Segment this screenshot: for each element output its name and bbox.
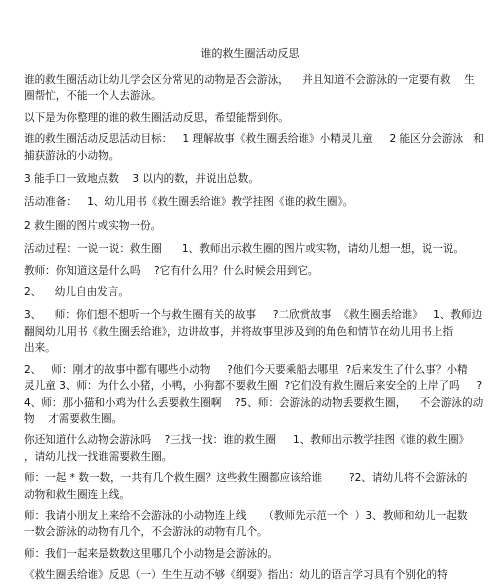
paragraph: 谁的救生圈活动反思活动目标： 1 理解故事《救生圈丢给谁》小精灵儿童 2 能区分会游泳 和捕获游泳的小动物。 bbox=[24, 133, 484, 162]
document-body bbox=[0, 72, 500, 584]
paragraph: 3 能手口一致地点数 3 以内的数，并说出总数。 bbox=[24, 173, 259, 186]
paragraph: 《救生圈丢给谁》反思（一）生生互动不够《纲耍》指出：幼儿的语言学习具有个别化的特 bbox=[24, 569, 448, 582]
paragraph: 师：我们一起来是数数这里哪几个小动物是会游泳的。 bbox=[24, 547, 279, 560]
document-title: 谁的救生圈活动反思 bbox=[200, 47, 300, 60]
paragraph: 谁的救生圈活动让幼儿学会区分常见的动物是否会游泳， 并且知道不会游泳的一定要有救 生圈帮忙，不能一个人去游泳。 bbox=[24, 74, 475, 103]
paragraph: 师：我请小朋友上来给不会游泳的小动物连上线 （教师先示范一个 ）3、教师和幼儿一起数 一数会游泳的动物有几个，不会游泳的动物有几个。 bbox=[24, 509, 481, 539]
paragraph: 活动过程：一说一说：救生圈 1、教师出示救生圈的图片或实物，请幼儿想一想，说一说。 bbox=[24, 243, 465, 256]
paragraph: 2、 师：刚才的故事中都有哪些小动物 ?他们今天要乘船去哪里 ?后来发生了什么事？小精 灵儿童 3、师：为什么小猪，小鸭，小狗都不要救生圈 ?它们没有救生圈后来安全的上岸了吗 ?4、师：那小猫和小鸡为什么丢要救生圈啊 ?5、师：会游泳的动物丢要救生圈， 不会游泳的动物 才需要救生圈。 bbox=[24, 363, 484, 425]
paragraph: 师：一起 * 数一数，一共有几个救生圈？这些救生圈都应该给谁 ?2、请幼儿将不会游泳的 动物和救生圈连上线。 bbox=[24, 472, 481, 501]
paragraph: 以下是为你整理的谁的救生圈活动反思，希望能帮到你。 bbox=[24, 111, 289, 124]
paragraph: 2、 幼儿自由发言。 bbox=[24, 286, 129, 299]
paragraph: 你还知道什么动物会游泳吗 ?三找一找：谁的救生圈 1、教师出示教学挂图《谁的救生圈》 ，请幼儿找一找谁需要救生圈。 bbox=[24, 434, 490, 463]
paragraph: 2 救生圈的图片或实物一份。 bbox=[24, 219, 162, 232]
paragraph: 教师：你知道这是什么吗 ?它有什么用？什么时候会用到它。 bbox=[24, 264, 319, 277]
paragraph: 3、 师：你们想不想听一个与救生圈有关的故事 ?二欣赏故事 《救生圈丢给谁》 1、教师边 翻阅幼儿用书《救生圈丢给谁》，边讲故事，并将故事里涉及到的角色和情节在幼儿用书上指 出来。 bbox=[24, 309, 489, 355]
paragraph: 活动准备： 1、幼儿用书《救生圈丢给谁》教学挂图《谁的救生圈》。 bbox=[24, 196, 354, 209]
